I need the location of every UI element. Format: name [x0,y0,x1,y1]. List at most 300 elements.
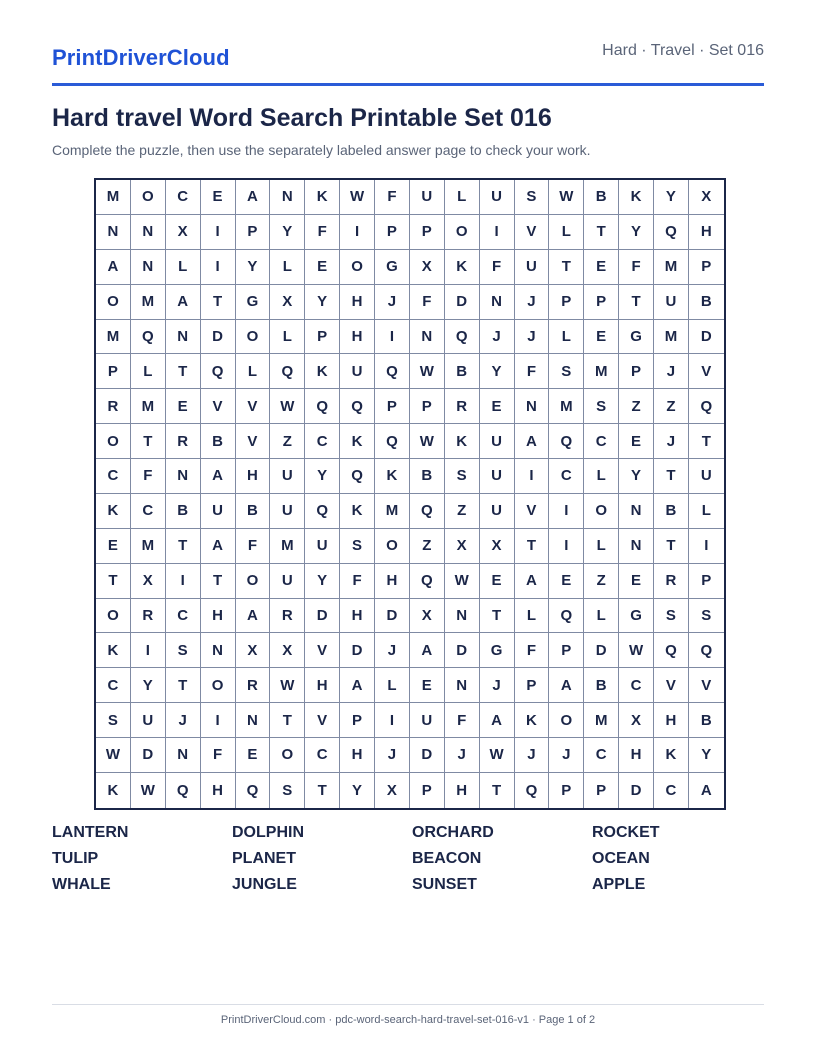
grid-cell: Z [584,564,619,599]
grid-cell: U [689,459,724,494]
grid-cell: X [375,773,410,808]
grid-cell: V [305,633,340,668]
grid-cell: K [340,424,375,459]
grid-cell: D [410,738,445,773]
word-list-item: JUNGLE [232,876,297,893]
grid-cell: V [654,668,689,703]
grid-cell: F [375,180,410,215]
grid-cell: C [584,738,619,773]
grid-cell: F [619,250,654,285]
grid-cell: E [201,180,236,215]
grid-cell: U [480,180,515,215]
grid-cell: X [166,215,201,250]
grid-cell: I [201,215,236,250]
grid-cell: U [515,250,550,285]
grid-cell: V [201,389,236,424]
grid-cell: P [96,354,131,389]
grid-cell: H [619,738,654,773]
grid-cell: K [445,250,480,285]
grid-cell: M [654,250,689,285]
grid-cell: X [270,633,305,668]
grid-cell: I [166,564,201,599]
grid-cell: X [689,180,724,215]
grid-cell: Y [305,459,340,494]
grid-cell: U [410,180,445,215]
grid-cell: Q [305,494,340,529]
grid-cell: P [549,633,584,668]
grid-cell: J [549,738,584,773]
grid-cell: J [375,285,410,320]
grid-cell: L [584,529,619,564]
grid-cell: D [689,320,724,355]
grid-cell: O [96,285,131,320]
grid-cell: L [584,459,619,494]
breadcrumb: Hard · Travel · Set 016 [602,42,764,59]
grid-cell: Z [410,529,445,564]
grid-cell: S [270,773,305,808]
grid-cell: B [236,494,271,529]
grid-cell: Q [375,354,410,389]
grid-cell: U [270,494,305,529]
brand-logo[interactable]: PrintDriverCloud [52,45,230,70]
grid-cell: W [96,738,131,773]
grid-cell: J [480,320,515,355]
grid-cell: R [131,599,166,634]
grid-cell: T [515,529,550,564]
grid-cell: E [305,250,340,285]
grid-cell: M [131,389,166,424]
grid-cell: S [654,599,689,634]
grid-cell: P [375,215,410,250]
grid-cell: K [305,180,340,215]
grid-cell: E [236,738,271,773]
word-list-item: DOLPHIN [232,824,304,841]
grid-cell: Q [515,773,550,808]
grid-cell: A [236,599,271,634]
grid-cell: M [584,354,619,389]
grid-cell: J [375,633,410,668]
grid-cell: Y [654,180,689,215]
grid-cell: D [201,320,236,355]
grid-cell: A [201,529,236,564]
grid-cell: N [619,494,654,529]
grid-cell: N [96,215,131,250]
grid-cell: Y [340,773,375,808]
grid-cell: T [166,668,201,703]
grid-cell: M [96,320,131,355]
grid-cell: V [515,494,550,529]
grid-cell: H [305,668,340,703]
grid-cell: Y [305,564,340,599]
grid-cell: Z [619,389,654,424]
grid-cell: M [96,180,131,215]
grid-cell: I [375,703,410,738]
grid-cell: G [236,285,271,320]
grid-cell: H [340,285,375,320]
grid-cell: R [236,668,271,703]
grid-cell: A [515,564,550,599]
grid-cell: W [445,564,480,599]
grid-cell: T [480,773,515,808]
grid-cell: X [410,250,445,285]
grid-cell: W [410,354,445,389]
grid-cell: Y [236,250,271,285]
grid-cell: T [549,250,584,285]
grid-cell: N [131,250,166,285]
grid-cell: Q [549,424,584,459]
grid-cell: N [410,320,445,355]
grid-cell: P [305,320,340,355]
grid-cell: E [619,424,654,459]
grid-cell: B [689,285,724,320]
grid-cell: T [689,424,724,459]
grid-cell: F [480,250,515,285]
grid-cell: B [654,494,689,529]
grid-cell: C [305,738,340,773]
grid-cell: J [375,738,410,773]
grid-cell: Q [689,389,724,424]
grid-cell: T [201,564,236,599]
grid-cell: D [584,633,619,668]
grid-cell: E [410,668,445,703]
grid-cell: Y [619,459,654,494]
grid-cell: P [549,285,584,320]
grid-cell: U [270,459,305,494]
grid-cell: D [131,738,166,773]
grid-cell: T [131,424,166,459]
grid-cell: J [515,320,550,355]
grid-cell: S [445,459,480,494]
grid-cell: K [305,354,340,389]
grid-cell: J [445,738,480,773]
grid-cell: J [166,703,201,738]
grid-cell: L [549,320,584,355]
grid-cell: U [480,494,515,529]
grid-cell: U [480,424,515,459]
grid-cell: C [584,424,619,459]
grid-cell: N [131,215,166,250]
word-list-item: SUNSET [412,876,477,893]
grid-cell: Q [340,459,375,494]
grid-cell: H [236,459,271,494]
grid-cell: Y [619,215,654,250]
grid-cell: Z [270,424,305,459]
grid-cell: T [584,215,619,250]
grid-cell: U [480,459,515,494]
grid-cell: A [549,668,584,703]
grid-cell: X [236,633,271,668]
grid-cell: E [584,320,619,355]
grid-cell: I [515,459,550,494]
grid-cell: X [270,285,305,320]
grid-cell: D [445,633,480,668]
grid-cell: Y [305,285,340,320]
grid-cell: A [166,285,201,320]
grid-cell: A [480,703,515,738]
grid-cell: R [445,389,480,424]
grid-cell: K [340,494,375,529]
grid-cell: P [584,773,619,808]
grid-cell: Q [689,633,724,668]
grid-cell: S [166,633,201,668]
grid-cell: Q [131,320,166,355]
grid-cell: Q [445,320,480,355]
grid-cell: O [375,529,410,564]
grid-cell: B [166,494,201,529]
grid-cell: L [689,494,724,529]
grid-cell: Q [201,354,236,389]
grid-cell: I [375,320,410,355]
grid-cell: N [166,320,201,355]
grid-cell: X [445,529,480,564]
grid-cell: V [689,354,724,389]
grid-cell: Y [689,738,724,773]
grid-cell: N [619,529,654,564]
grid-cell: J [480,668,515,703]
grid-cell: Q [549,599,584,634]
grid-cell: L [166,250,201,285]
grid-cell: H [445,773,480,808]
grid-cell: T [654,459,689,494]
grid-cell: I [549,494,584,529]
grid-cell: B [201,424,236,459]
grid-cell: X [410,599,445,634]
grid-cell: Y [131,668,166,703]
word-list-item: ORCHARD [412,824,494,841]
grid-cell: K [445,424,480,459]
grid-cell: I [549,529,584,564]
grid-cell: O [549,703,584,738]
grid-cell: I [689,529,724,564]
grid-cell: I [340,215,375,250]
grid-cell: C [305,424,340,459]
grid-cell: Q [410,564,445,599]
grid-cell: L [131,354,166,389]
grid-cell: X [131,564,166,599]
grid-cell: P [689,250,724,285]
word-list-item: BEACON [412,850,482,867]
grid-cell: F [340,564,375,599]
word-list-item: LANTERN [52,824,129,841]
grid-cell: S [549,354,584,389]
grid-cell: L [270,320,305,355]
grid-cell: I [201,703,236,738]
word-list-item: OCEAN [592,850,650,867]
grid-cell: Z [654,389,689,424]
grid-cell: L [270,250,305,285]
grid-cell: S [584,389,619,424]
grid-cell: E [584,250,619,285]
grid-cell: T [270,703,305,738]
grid-cell: R [96,389,131,424]
grid-cell: Q [654,633,689,668]
word-list-item: APPLE [592,876,646,893]
grid-cell: R [654,564,689,599]
grid-cell: A [700,781,712,799]
grid-cell: J [654,354,689,389]
grid-cell: V [515,215,550,250]
grid-cell: P [584,285,619,320]
grid-cell: C [131,494,166,529]
grid-cell: H [654,703,689,738]
page-footer: PrintDriverCloud.com · pdc-word-search-hard-travel-set-016-v1 · Page 1 of 2 [220,1014,596,1026]
grid-cell: K [96,494,131,529]
grid-cell: O [96,424,131,459]
grid-cell: W [270,389,305,424]
grid-cell: J [654,424,689,459]
grid-cell: Q [236,773,271,808]
grid-cell: M [131,285,166,320]
grid-cell: N [270,180,305,215]
grid-cell: A [201,459,236,494]
grid-cell: N [166,738,201,773]
grid-cell: A [410,633,445,668]
grid-cell: A [96,250,131,285]
grid-cell: F [236,529,271,564]
grid-cell: S [689,599,724,634]
grid-cell: N [480,285,515,320]
grid-cell: P [619,354,654,389]
grid-cell: H [340,320,375,355]
page-header [52,0,764,86]
grid-cell: B [410,459,445,494]
grid-cell: K [96,633,131,668]
grid-cell: K [619,180,654,215]
grid-cell: E [96,529,131,564]
grid-cell: A [340,668,375,703]
grid-cell: E [549,564,584,599]
footer-divider [52,1004,764,1005]
grid-cell: O [236,564,271,599]
grid-cell: B [689,703,724,738]
grid-cell: M [375,494,410,529]
grid-cell: K [515,703,550,738]
grid-cell: H [340,738,375,773]
grid-cell: W [549,180,584,215]
grid-cell: D [305,599,340,634]
grid-cell: I [201,250,236,285]
page-title: Hard travel Word Search Printable Set 016 [52,104,552,132]
grid-cell: N [445,668,480,703]
grid-cell: H [201,773,236,808]
grid-cell: U [131,703,166,738]
grid-cell: O [270,738,305,773]
grid-cell: C [166,599,201,634]
grid-cell: S [515,180,550,215]
grid-cell: W [410,424,445,459]
grid-cell: O [131,180,166,215]
grid-cell: P [340,703,375,738]
grid-cell: C [96,459,131,494]
grid-cell: D [619,773,654,808]
grid-cell: P [689,564,724,599]
grid-cell: E [480,389,515,424]
word-search-grid [94,178,726,810]
grid-cell: O [584,494,619,529]
grid-cell: R [166,424,201,459]
grid-cell: C [96,668,131,703]
grid-cell: N [236,703,271,738]
grid-cell: U [201,494,236,529]
grid-cell: T [480,599,515,634]
grid-cell: I [131,633,166,668]
grid-cell: K [654,738,689,773]
grid-cell: H [340,599,375,634]
grid-cell: H [689,215,724,250]
grid-cell: U [410,703,445,738]
grid-cell: W [270,668,305,703]
grid-cell: L [445,180,480,215]
grid-cell: Q [166,773,201,808]
grid-cell: U [305,529,340,564]
grid-cell: W [340,180,375,215]
grid-cell: T [96,564,131,599]
grid-cell: B [584,180,619,215]
grid-cell: L [549,215,584,250]
grid-cell: M [549,389,584,424]
grid-cell: Q [270,354,305,389]
word-list-item: PLANET [232,850,296,867]
grid-cell: J [515,738,550,773]
grid-cell: F [305,215,340,250]
grid-cell: Q [654,215,689,250]
grid-cell: N [166,459,201,494]
grid-cell: P [410,389,445,424]
grid-cell: Y [480,354,515,389]
grid-cell: C [549,459,584,494]
grid-cell: P [515,668,550,703]
grid-cell: M [131,529,166,564]
grid-cell: L [375,668,410,703]
grid-cell: U [654,285,689,320]
grid-cell: S [340,529,375,564]
grid-cell: F [445,703,480,738]
word-list-item: TULIP [52,850,99,867]
grid-cell: R [270,599,305,634]
page-subtitle: Complete the puzzle, then use the separately labeled answer page to check your work. [52,142,591,158]
grid-cell: P [375,389,410,424]
grid-cell: L [584,599,619,634]
grid-cell: M [654,320,689,355]
grid-cell: U [270,564,305,599]
grid-cell: B [584,668,619,703]
grid-cell: G [480,633,515,668]
grid-cell: N [201,633,236,668]
grid-cell: D [340,633,375,668]
grid-cell: U [340,354,375,389]
grid-cell: C [166,180,201,215]
grid-cell: P [549,773,584,808]
word-list-item: ROCKET [592,824,660,841]
grid-cell: P [410,215,445,250]
grid-cell: N [445,599,480,634]
grid-cell: K [96,773,131,808]
grid-cell: G [375,250,410,285]
grid-cell: F [201,738,236,773]
grid-cell: T [654,529,689,564]
grid-cell: W [131,773,166,808]
grid-cell: L [515,599,550,634]
word-list [52,824,772,902]
grid-cell: D [445,285,480,320]
grid-cell: F [515,354,550,389]
grid-cell: I [480,215,515,250]
grid-cell: F [131,459,166,494]
grid-cell: O [236,320,271,355]
grid-cell: E [480,564,515,599]
word-list-item: WHALE [52,876,111,893]
grid-cell: M [584,703,619,738]
